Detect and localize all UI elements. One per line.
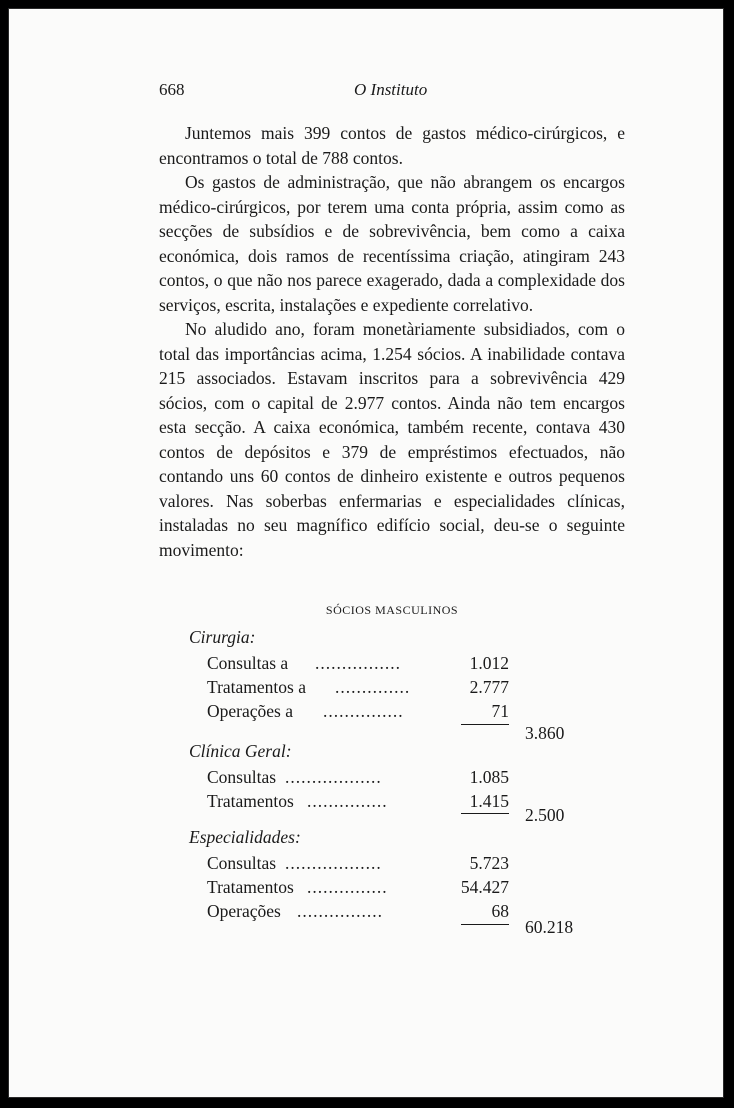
row-label: Tratamentos (207, 791, 294, 811)
paragraph: No aludido ano, foram monetàriamente subsidiados, com o total das importâncias acima, 1.254 sócios. A inabilidade contava 215 associados. Estavam inscritos para a sobrevivência 429 sócios, com o capital de 2.977 contos. Ainda não tem encargos esta secção. A caixa económica, também recente, contava 430 contos de depósitos e 379 de empréstimos efectuados, não contando uns 60 contos de dinheiro existente e outros pequenos valores. Nas soberbas enfermarias e especialidades clínicas, instaladas no seu magnífico edifício social, deu-se o seguinte movimento: (159, 319, 625, 560)
sum-line (461, 924, 509, 925)
table-title: SÓCIOS MASCULINOS (325, 603, 459, 617)
group-total: 2.500 (525, 805, 565, 825)
leader-dots: ................ (315, 653, 401, 673)
paragraph: Os gastos de administração, que não abrangem os encargos médico-cirúrgicos, por terem uma conta própria, assim como as secções de subsídios e de sobrevivência, bem como a caixa económica, dois ramos de recentíssima criação, atingiram 243 contos, o que não nos parece exagerado, dada a complexidade dos serviços, escrita, instalações e expediente correlativo. (159, 172, 625, 315)
leader-dots: .................. (285, 767, 382, 787)
row-label: Tratamentos (207, 877, 294, 897)
row-label: Tratamentos a (207, 677, 306, 697)
row-label: Operações a (207, 701, 293, 721)
leader-dots: ............... (323, 701, 404, 721)
table-row (207, 853, 609, 877)
leader-dots: ................ (297, 901, 383, 921)
page-number: 668 (159, 80, 185, 99)
row-value: 5.723 (469, 853, 509, 873)
group-title-cirurgia: Cirurgia: (189, 627, 256, 647)
leader-dots: ............... (307, 877, 388, 897)
row-value: 1.415 (469, 791, 509, 811)
body-text (159, 121, 625, 562)
group-title-especialidades: Especialidades: (189, 827, 301, 847)
row-value: 2.777 (469, 677, 509, 697)
row-value: 68 (491, 901, 509, 921)
sum-line (461, 813, 509, 814)
row-label: Consultas (207, 853, 277, 873)
group-title-clinica-geral: Clínica Geral: (189, 741, 292, 761)
row-value: 1.085 (469, 767, 509, 787)
table-row (207, 701, 609, 725)
paragraph: Juntemos mais 399 contos de gastos médico-cirúrgicos, e encontramos o total de 788 contos. (159, 123, 625, 168)
group-total: 60.218 (525, 917, 574, 937)
running-title: O Instituto (354, 80, 428, 99)
row-value: 1.012 (469, 653, 509, 673)
page-header (159, 80, 625, 104)
table-row (207, 653, 609, 677)
row-value: 54.427 (460, 877, 509, 897)
row-label: Operações (207, 901, 281, 921)
sum-line (461, 724, 509, 725)
leader-dots: ............... (307, 791, 388, 811)
row-value: 71 (491, 701, 509, 721)
table-row (207, 877, 609, 901)
page (8, 8, 724, 1098)
group-total: 3.860 (525, 723, 565, 743)
table-row (207, 677, 609, 701)
row-label: Consultas a (207, 653, 289, 673)
table-row (207, 767, 609, 791)
leader-dots: .................. (285, 853, 382, 873)
row-label: Consultas (207, 767, 277, 787)
leader-dots: .............. (335, 677, 411, 697)
